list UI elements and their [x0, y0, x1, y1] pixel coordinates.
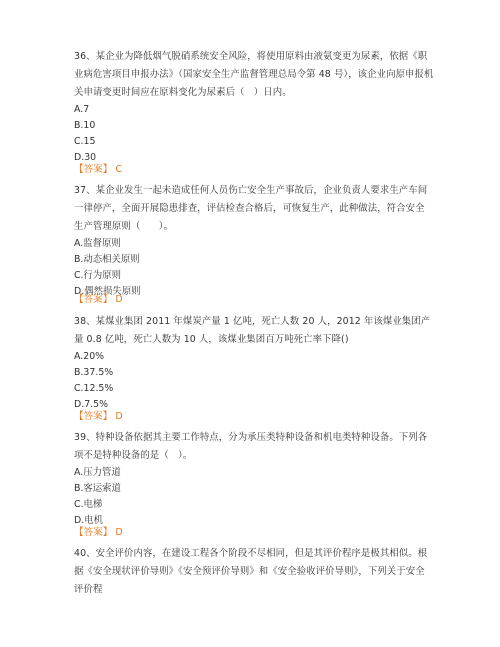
question-stem: 38、某煤业集团 2011 年煤炭产量 1 亿吨，死亡人数 20 人，2012 年该煤业集团产量 0.8 亿吨，死亡人数为 10 人，该煤业集团百万吨死亡率下降()	[74, 316, 431, 345]
option-d: D.7.5%	[74, 399, 109, 410]
option-c: C.12.5%	[74, 383, 114, 394]
option-a: A.20%	[74, 351, 105, 362]
option-d: D.30	[74, 152, 97, 163]
option-d: D.偶然损失原则	[74, 286, 141, 297]
question-stem: 39、特种设备依据其主要工作特点，分为承压类特种设备和机电类特种设备。下列各项不是特种设备的是（ ）。	[74, 432, 428, 461]
option-a: A.7	[74, 104, 90, 115]
option-b: B.动态相关原则	[74, 254, 140, 265]
option-c: C.行为原则	[74, 270, 122, 281]
question-38	[74, 313, 434, 413]
question-39	[74, 429, 434, 529]
question-stem: 40、安全评价内容，在建设工程各个阶段不尽相同，但是其评价程序是极其相似。根据《安全现状评价导则》《安全预评价导则》和《安全验收评价导则》，下列关于安全评价程	[74, 548, 428, 595]
option-c: C.电梯	[74, 499, 103, 510]
option-c: C.15	[74, 136, 96, 147]
option-a: A.压力管道	[74, 467, 121, 478]
question-stem: 37、某企业发生一起未造成任何人员伤亡安全生产事故后，企业负责人要求生产车间一律停产，全面开展隐患排查，评估检查合格后，可恢复生产，此种做法，符合安全生产管理原则（ ）。	[74, 185, 428, 232]
answer-38: 【答案】 D	[74, 411, 123, 422]
question-40	[74, 545, 434, 599]
option-b: B.客运索道	[74, 483, 121, 494]
option-b: B.37.5%	[74, 367, 114, 378]
answer-37: 【答案】 D	[74, 294, 123, 305]
question-stem: 36、某企业为降低烟气脱硝系统安全风险，将使用原料由液氨变更为尿素，依据《职业病危害项目申报办法》（国家安全生产监督管理总局令第 48 号），该企业向原申报机关申请变更时间应在原料变化为尿素后（ ）日内。	[74, 51, 434, 98]
answer-39: 【答案】 D	[74, 527, 123, 538]
option-b: B.10	[74, 120, 96, 131]
option-a: A.监督原则	[74, 238, 121, 249]
option-d: D.电机	[74, 515, 103, 526]
question-36	[74, 48, 434, 166]
question-37	[74, 182, 434, 300]
answer-36: 【答案】 C	[74, 164, 123, 175]
